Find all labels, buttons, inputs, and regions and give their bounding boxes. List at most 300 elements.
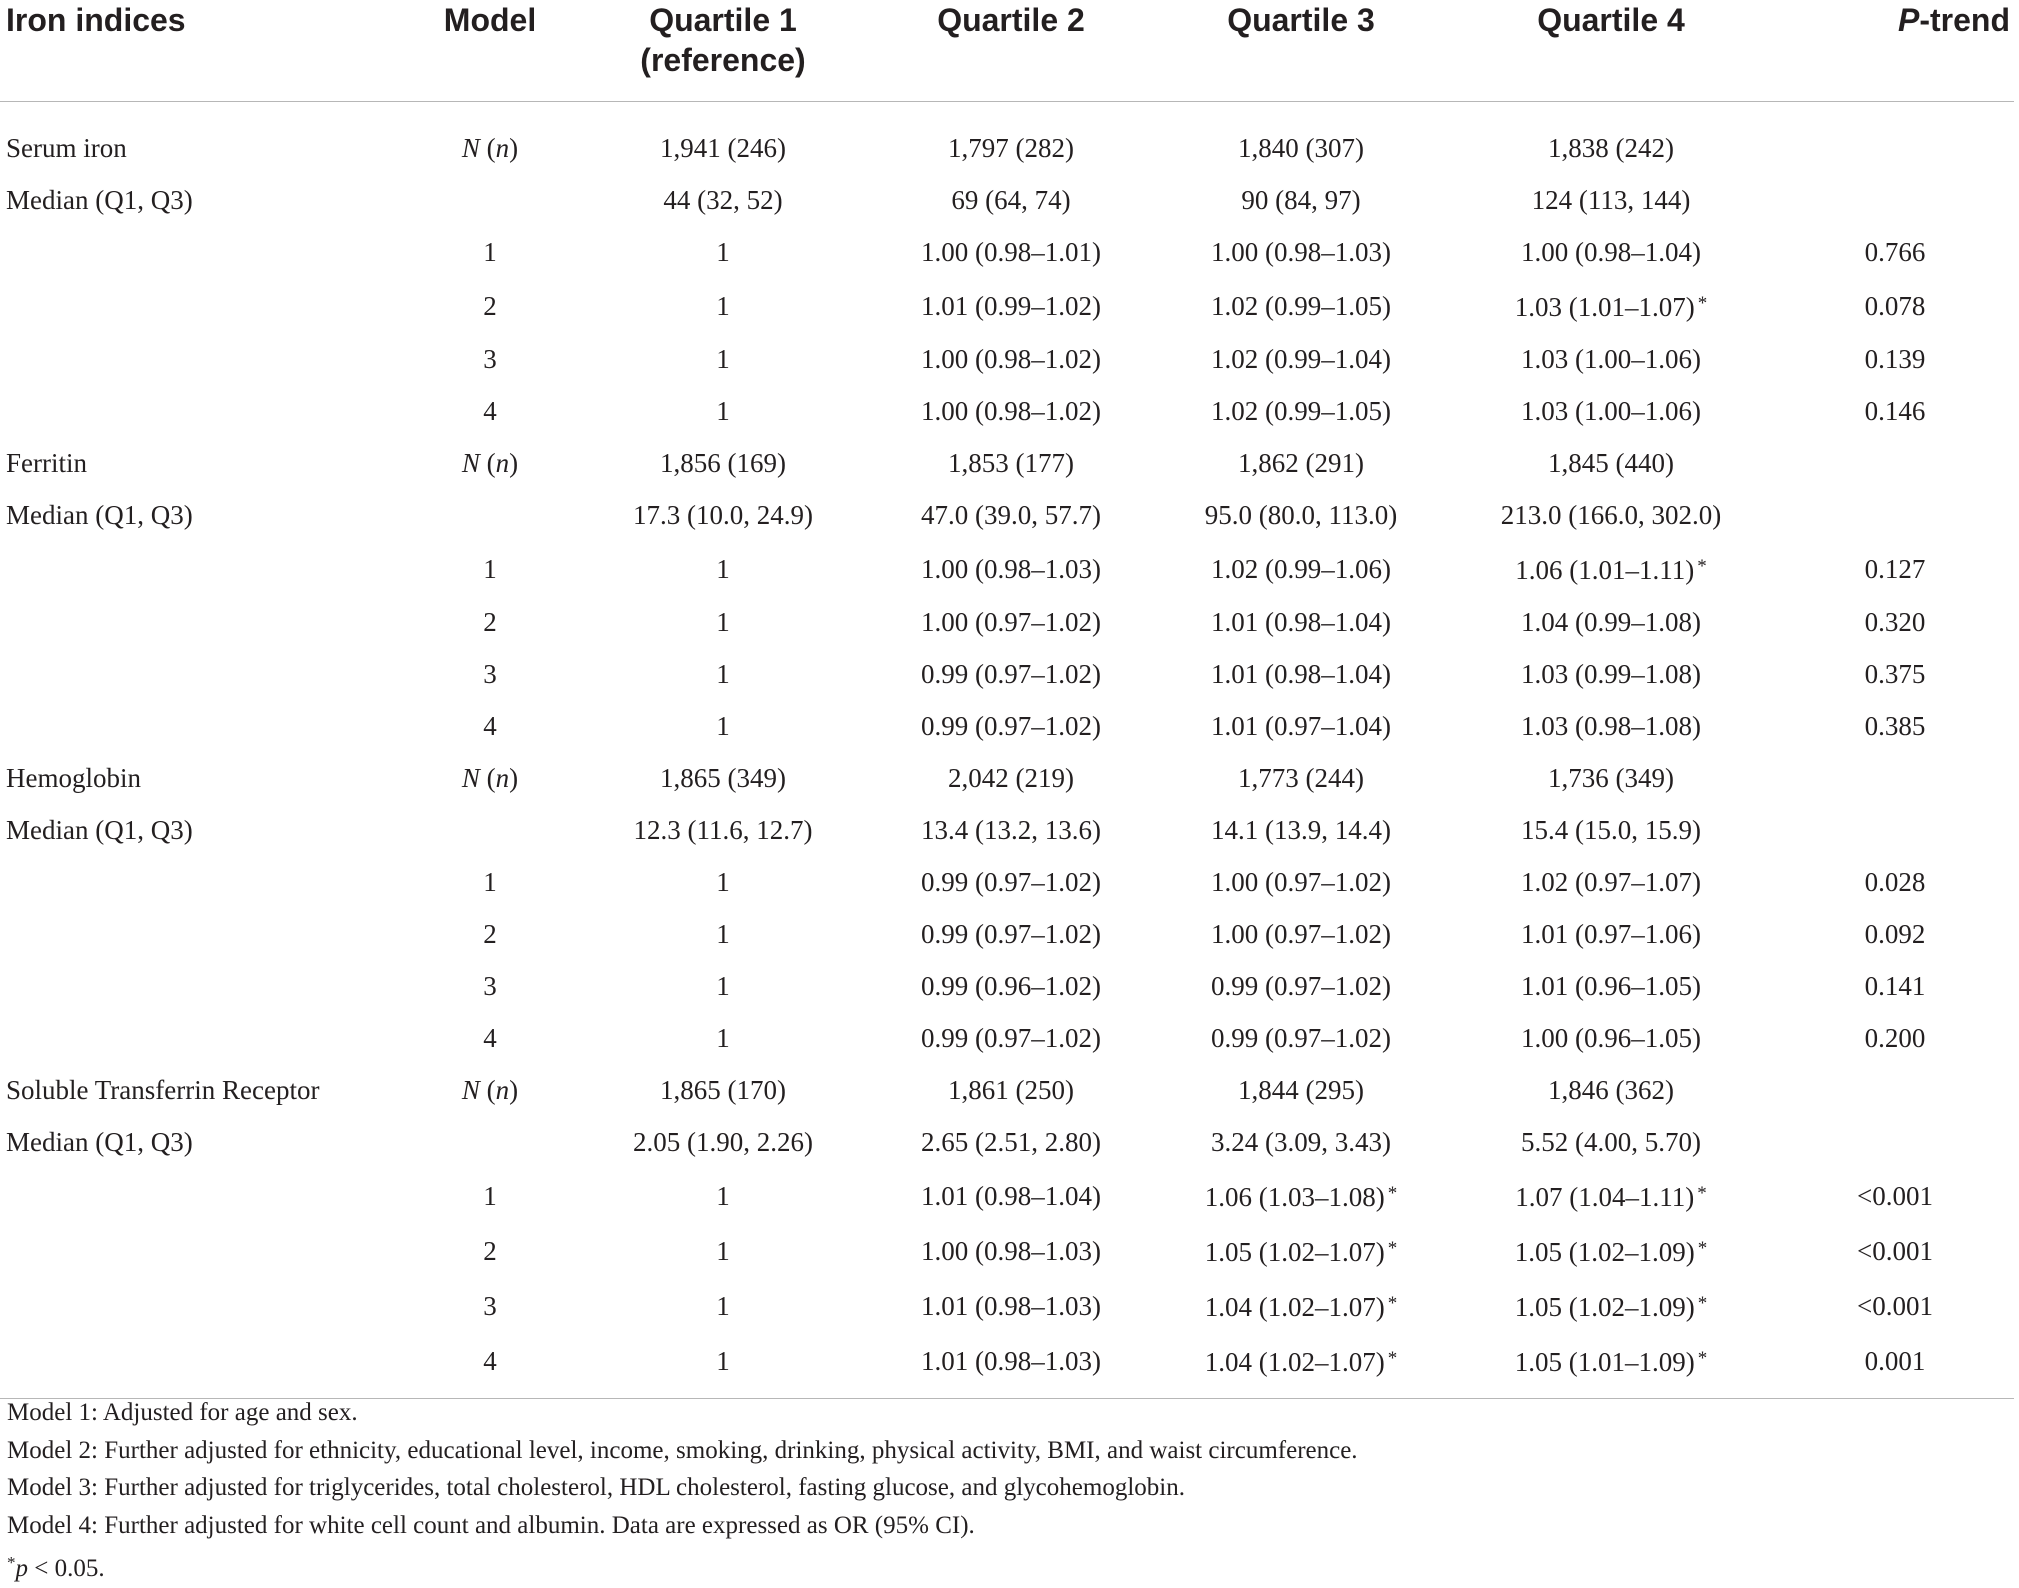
- table-row: [0, 174, 2014, 226]
- median-value-q2-text: 13.4 (13.2, 13.6): [921, 815, 1101, 845]
- p-trend-value-text: 0.385: [1864, 711, 1926, 741]
- or-q2: [866, 226, 1156, 278]
- model-number-text: 2: [483, 290, 497, 321]
- index-empty: [0, 541, 400, 596]
- model-number: [400, 908, 580, 960]
- model-number-text: 4: [483, 396, 497, 426]
- or-q1: [580, 1012, 866, 1064]
- or-q2: [866, 333, 1156, 385]
- n-value-q1-text: 1,865 (170): [660, 1075, 786, 1105]
- table-row: [0, 596, 2014, 648]
- n-label-open: (: [479, 133, 496, 163]
- or-q1: [580, 856, 866, 908]
- model-number: [400, 960, 580, 1012]
- or-q4-text: 1.07 (1.04–1.11): [1515, 1182, 1695, 1212]
- or-q1: [580, 541, 866, 596]
- or-q2: [866, 648, 1156, 700]
- or-q1-text: 1: [716, 971, 730, 1001]
- or-q1: [580, 700, 866, 752]
- or-q4: [1446, 1168, 1776, 1223]
- model-empty: [400, 804, 580, 856]
- n-value-q3: [1156, 102, 1446, 175]
- p-trend-value: [1776, 385, 2014, 437]
- p-trend-value: [1776, 541, 2014, 596]
- n-value-q1-text: 1,865 (349): [660, 763, 786, 793]
- median-label-text: Median (Q1, Q3): [6, 185, 193, 215]
- n-label-n: n: [495, 133, 510, 163]
- median-value-q4-text: 5.52 (4.00, 5.70): [1521, 1127, 1701, 1157]
- n-value-q3-text: 1,840 (307): [1238, 133, 1364, 163]
- header-quartile-2: Quartile 2: [866, 0, 1156, 102]
- p-trend-value: [1776, 1223, 2014, 1278]
- or-q2-text: 1.01 (0.98–1.03): [921, 1290, 1101, 1321]
- header-p-italic: P: [1898, 2, 1920, 38]
- or-q1: [580, 648, 866, 700]
- p-trend-empty: [1776, 437, 2014, 489]
- median-value-q2: [866, 489, 1156, 541]
- table-row: [0, 1168, 2014, 1223]
- n-value-q1-text: 1,856 (169): [660, 448, 786, 478]
- or-q1-text: 1: [716, 1290, 730, 1321]
- or-q3-text: 1.02 (0.99–1.05): [1211, 396, 1391, 426]
- significance-star: *: [1697, 1183, 1707, 1204]
- or-q2: [866, 1278, 1156, 1333]
- or-q3: [1156, 700, 1446, 752]
- or-q4-text: 1.03 (1.00–1.06): [1521, 396, 1701, 426]
- or-q1: [580, 333, 866, 385]
- median-value-q1: [580, 1116, 866, 1168]
- or-q4-text: 1.00 (0.98–1.04): [1521, 237, 1701, 267]
- p-trend-value-text: 0.078: [1864, 290, 1926, 321]
- median-label-text: Median (Q1, Q3): [6, 500, 193, 530]
- median-value-q3-text: 14.1 (13.9, 14.4): [1211, 815, 1391, 845]
- or-q1: [580, 1278, 866, 1333]
- or-q2-text: 1.00 (0.98–1.02): [921, 396, 1101, 426]
- median-value-q4: [1446, 1116, 1776, 1168]
- model-number-text: 3: [483, 659, 497, 689]
- or-q3-text: 1.06 (1.03–1.08): [1204, 1182, 1385, 1212]
- or-q1-text: 1: [716, 344, 730, 374]
- median-value-q3-text: 95.0 (80.0, 113.0): [1204, 500, 1398, 530]
- footnote-threshold: < 0.05.: [28, 1555, 105, 1582]
- or-q2-text: 1.01 (0.98–1.04): [921, 1180, 1101, 1211]
- or-q4: [1446, 1223, 1776, 1278]
- or-q3: [1156, 1168, 1446, 1223]
- median-label: [0, 489, 400, 541]
- model-empty: [400, 489, 580, 541]
- significance-star: *: [1697, 556, 1707, 577]
- table-row: [0, 1064, 2014, 1116]
- or-q1-text: 1: [716, 553, 730, 584]
- model-number: [400, 385, 580, 437]
- or-q2: [866, 1168, 1156, 1223]
- or-q4: [1446, 1333, 1776, 1399]
- or-q1-text: 1: [716, 290, 730, 321]
- p-trend-value-text: <0.001: [1857, 1235, 1933, 1266]
- median-value-q1-text: 2.05 (1.90, 2.26): [633, 1127, 813, 1157]
- model-number: [400, 648, 580, 700]
- median-value-q2: [866, 1116, 1156, 1168]
- median-value-q4: [1446, 804, 1776, 856]
- n-label-close: ): [509, 448, 519, 478]
- or-q2: [866, 278, 1156, 333]
- or-q3-text: 1.04 (1.02–1.07): [1204, 1292, 1385, 1322]
- p-trend-value-text: 0.766: [1864, 237, 1926, 267]
- iron-index-name-text: Soluble Transferrin Receptor: [6, 1075, 320, 1105]
- or-q4-text: 1.03 (1.00–1.06): [1521, 344, 1701, 374]
- median-value-q4: [1446, 489, 1776, 541]
- header-row: [0, 0, 2014, 102]
- or-q3-text: 0.99 (0.97–1.02): [1211, 1023, 1391, 1053]
- table-row: [0, 1278, 2014, 1333]
- iron-index-name-text: Ferritin: [6, 448, 87, 478]
- or-q4-text: 1.02 (0.97–1.07): [1521, 867, 1701, 897]
- n-value-q4: [1446, 437, 1776, 489]
- p-trend-value: [1776, 278, 2014, 333]
- or-q2-text: 0.99 (0.97–1.02): [921, 711, 1101, 741]
- or-q1: [580, 385, 866, 437]
- or-q4-text: 1.00 (0.96–1.05): [1521, 1023, 1701, 1053]
- median-value-q2-text: 69 (64, 74): [951, 185, 1071, 215]
- model-number-text: 3: [483, 344, 497, 374]
- median-value-q4-text: 124 (113, 144): [1531, 185, 1691, 215]
- index-empty: [0, 278, 400, 333]
- significance-star: *: [1697, 1238, 1708, 1259]
- n-label-close: ): [509, 763, 519, 793]
- or-q2: [866, 856, 1156, 908]
- p-trend-value-text: <0.001: [1857, 1290, 1933, 1321]
- p-trend-value: [1776, 1333, 2014, 1399]
- model-number: [400, 1168, 580, 1223]
- or-q3: [1156, 278, 1446, 333]
- median-value-q1: [580, 174, 866, 226]
- model-number-text: 3: [483, 971, 497, 1001]
- table-row: [0, 102, 2014, 175]
- n-value-q3-text: 1,844 (295): [1238, 1075, 1364, 1105]
- model-number-text: 4: [483, 711, 497, 741]
- or-q4-text: 1.03 (0.98–1.08): [1521, 711, 1701, 741]
- or-q4: [1446, 278, 1776, 333]
- n-value-q3: [1156, 437, 1446, 489]
- median-value-q1-text: 12.3 (11.6, 12.7): [633, 815, 813, 845]
- or-q4: [1446, 333, 1776, 385]
- n-value-q4-text: 1,845 (440): [1548, 448, 1674, 478]
- p-trend-empty: [1776, 1116, 2014, 1168]
- or-q1: [580, 1333, 866, 1399]
- n-label-open: (: [479, 1075, 496, 1105]
- n-value-q2: [866, 102, 1156, 175]
- median-value-q4-text: 15.4 (15.0, 15.9): [1521, 815, 1701, 845]
- or-q1-text: 1: [716, 1345, 730, 1376]
- model-number-text: 1: [483, 1180, 497, 1211]
- table-row: [0, 489, 2014, 541]
- n-label: [400, 1064, 580, 1116]
- header-p-suffix: -trend: [1919, 2, 2010, 38]
- model-number: [400, 1012, 580, 1064]
- or-q4-text: 1.06 (1.01–1.11): [1515, 555, 1695, 585]
- index-empty: [0, 1012, 400, 1064]
- p-trend-value-text: 0.146: [1864, 396, 1926, 426]
- or-q2: [866, 960, 1156, 1012]
- p-trend-value: [1776, 1012, 2014, 1064]
- or-q3-text: 1.00 (0.98–1.03): [1211, 237, 1391, 267]
- n-label-N: N: [461, 448, 480, 478]
- iron-index-name: [0, 1064, 400, 1116]
- model-number: [400, 226, 580, 278]
- median-value-q1: [580, 804, 866, 856]
- iron-index-name: [0, 437, 400, 489]
- or-q3: [1156, 960, 1446, 1012]
- model-empty: [400, 174, 580, 226]
- median-label-text: Median (Q1, Q3): [6, 1127, 193, 1157]
- table-row: [0, 385, 2014, 437]
- or-q4: [1446, 541, 1776, 596]
- or-q4-text: 1.01 (0.97–1.06): [1521, 919, 1701, 949]
- model-number-text: 2: [483, 919, 497, 949]
- iron-index-name-text: Serum iron: [6, 133, 127, 163]
- model-number: [400, 541, 580, 596]
- significance-star: *: [1387, 1183, 1398, 1204]
- table-row: [0, 278, 2014, 333]
- n-label-n: n: [495, 763, 510, 793]
- n-value-q2: [866, 1064, 1156, 1116]
- or-q1-text: 1: [716, 867, 730, 897]
- index-empty: [0, 1278, 400, 1333]
- or-q4: [1446, 385, 1776, 437]
- p-trend-empty: [1776, 174, 2014, 226]
- n-value-q2-text: 1,861 (250): [948, 1075, 1074, 1105]
- p-trend-empty: [1776, 804, 2014, 856]
- or-q2-text: 1.00 (0.98–1.03): [921, 1235, 1101, 1266]
- or-q3: [1156, 385, 1446, 437]
- n-value-q2: [866, 752, 1156, 804]
- p-trend-value: [1776, 700, 2014, 752]
- median-value-q1-text: 17.3 (10.0, 24.9): [633, 500, 813, 530]
- table-row: [0, 1333, 2014, 1399]
- median-value-q2: [866, 804, 1156, 856]
- or-q4: [1446, 226, 1776, 278]
- median-value-q2-text: 47.0 (39.0, 57.7): [921, 500, 1101, 530]
- or-q1-text: 1: [716, 919, 730, 949]
- n-value-q1: [580, 752, 866, 804]
- index-empty: [0, 226, 400, 278]
- median-value-q2: [866, 174, 1156, 226]
- p-trend-value: [1776, 596, 2014, 648]
- or-q1: [580, 908, 866, 960]
- n-value-q4-text: 1,838 (242): [1548, 133, 1674, 163]
- or-q4: [1446, 700, 1776, 752]
- or-q4: [1446, 960, 1776, 1012]
- median-value-q2-text: 2.65 (2.51, 2.80): [921, 1127, 1101, 1157]
- or-q3-text: 1.01 (0.98–1.04): [1211, 607, 1391, 637]
- table-row: [0, 437, 2014, 489]
- header-quartile-1: [580, 0, 866, 102]
- or-q1: [580, 278, 866, 333]
- or-q4-text: 1.04 (0.99–1.08): [1521, 607, 1701, 637]
- or-q1-text: 1: [716, 659, 730, 689]
- n-label-n: n: [495, 1075, 510, 1105]
- or-q3: [1156, 333, 1446, 385]
- or-q3-text: 1.02 (0.99–1.04): [1211, 344, 1391, 374]
- index-empty: [0, 648, 400, 700]
- median-value-q1: [580, 489, 866, 541]
- n-value-q2: [866, 437, 1156, 489]
- median-label-text: Median (Q1, Q3): [6, 815, 193, 845]
- median-value-q1-text: 44 (32, 52): [663, 185, 783, 215]
- model-number-text: 1: [483, 553, 497, 584]
- table-row: [0, 1223, 2014, 1278]
- n-value-q1: [580, 437, 866, 489]
- median-value-q3: [1156, 174, 1446, 226]
- p-trend-value: [1776, 648, 2014, 700]
- or-q3-text: 0.99 (0.97–1.02): [1211, 971, 1391, 1001]
- or-q1: [580, 226, 866, 278]
- or-q3: [1156, 856, 1446, 908]
- or-q2-text: 1.00 (0.97–1.02): [921, 607, 1101, 637]
- n-label-N: N: [461, 133, 480, 163]
- or-q3-text: 1.01 (0.98–1.04): [1211, 659, 1391, 689]
- or-q1-text: 1: [716, 237, 730, 267]
- or-q3-text: 1.00 (0.97–1.02): [1211, 867, 1391, 897]
- n-value-q4: [1446, 1064, 1776, 1116]
- p-trend-value-text: 0.320: [1864, 607, 1926, 637]
- or-q2: [866, 541, 1156, 596]
- or-q2-text: 1.00 (0.98–1.03): [921, 553, 1101, 584]
- model-number: [400, 1223, 580, 1278]
- p-trend-value: [1776, 1278, 2014, 1333]
- or-q4: [1446, 856, 1776, 908]
- n-value-q4-text: 1,846 (362): [1548, 1075, 1674, 1105]
- or-q1-text: 1: [716, 1235, 730, 1266]
- or-q1-text: 1: [716, 1023, 730, 1053]
- table-row: [0, 908, 2014, 960]
- index-empty: [0, 385, 400, 437]
- median-value-q4-text: 213.0 (166.0, 302.0): [1500, 500, 1722, 530]
- or-q4: [1446, 1012, 1776, 1064]
- n-value-q4-text: 1,736 (349): [1548, 763, 1674, 793]
- median-label: [0, 1116, 400, 1168]
- table-row: [0, 700, 2014, 752]
- median-value-q3-text: 3.24 (3.09, 3.43): [1211, 1127, 1391, 1157]
- n-label-close: ): [509, 133, 519, 163]
- or-q2-text: 1.00 (0.98–1.02): [921, 344, 1101, 374]
- or-q4-text: 1.05 (1.02–1.09): [1514, 1237, 1695, 1267]
- or-q1-text: 1: [716, 607, 730, 637]
- or-q2-text: 0.99 (0.97–1.02): [921, 919, 1101, 949]
- index-empty: [0, 700, 400, 752]
- or-q3: [1156, 1223, 1446, 1278]
- p-trend-value-text: 0.127: [1864, 553, 1926, 584]
- model-number-text: 1: [483, 237, 497, 267]
- n-value-q1: [580, 1064, 866, 1116]
- significance-star: *: [1697, 1348, 1708, 1369]
- n-value-q4: [1446, 752, 1776, 804]
- significance-star: *: [1387, 1238, 1398, 1259]
- or-q3: [1156, 541, 1446, 596]
- or-q4-text: 1.05 (1.02–1.09): [1514, 1292, 1695, 1322]
- p-trend-value: [1776, 960, 2014, 1012]
- or-q1: [580, 596, 866, 648]
- or-q2-text: 0.99 (0.96–1.02): [921, 971, 1101, 1001]
- or-q2-text: 0.99 (0.97–1.02): [921, 659, 1101, 689]
- median-value-q4: [1446, 174, 1776, 226]
- or-q2: [866, 1012, 1156, 1064]
- n-label-open: (: [479, 448, 496, 478]
- or-q3-text: 1.02 (0.99–1.06): [1211, 553, 1391, 584]
- or-q2-text: 1.01 (0.98–1.03): [921, 1345, 1101, 1376]
- n-label: [400, 102, 580, 175]
- table-row: [0, 1012, 2014, 1064]
- model-empty: [400, 1116, 580, 1168]
- or-q3: [1156, 1012, 1446, 1064]
- footnote-model-2: Model 2: Further adjusted for ethnicity, educational level, income, smoking, drinking, physical activity, BMI, and waist circumference.: [7, 1436, 1358, 1464]
- median-label: [0, 804, 400, 856]
- p-trend-empty: [1776, 102, 2014, 175]
- header-quartile-4: Quartile 4: [1446, 0, 1776, 102]
- or-q2: [866, 700, 1156, 752]
- n-value-q1-text: 1,941 (246): [660, 133, 786, 163]
- index-empty: [0, 908, 400, 960]
- or-q3: [1156, 648, 1446, 700]
- p-trend-value-text: 0.001: [1864, 1345, 1926, 1376]
- significance-star: *: [1697, 1293, 1708, 1314]
- or-q4-text: 1.05 (1.01–1.09): [1514, 1347, 1695, 1377]
- or-q3: [1156, 1333, 1446, 1399]
- or-q2-text: 1.01 (0.99–1.02): [921, 290, 1101, 321]
- model-number-text: 4: [483, 1023, 497, 1053]
- or-q1: [580, 1223, 866, 1278]
- n-value-q3: [1156, 752, 1446, 804]
- n-label-n: n: [495, 448, 510, 478]
- or-q2: [866, 1223, 1156, 1278]
- p-trend-value-text: 0.092: [1864, 919, 1926, 949]
- or-q1-text: 1: [716, 1180, 730, 1211]
- n-value-q3: [1156, 1064, 1446, 1116]
- or-q4-text: 1.03 (1.01–1.07): [1514, 292, 1695, 322]
- index-empty: [0, 856, 400, 908]
- p-trend-empty: [1776, 489, 2014, 541]
- or-q2-text: 0.99 (0.97–1.02): [921, 1023, 1101, 1053]
- significance-star: *: [1697, 293, 1708, 314]
- model-number: [400, 856, 580, 908]
- n-label-N: N: [461, 1075, 480, 1105]
- model-number-text: 2: [483, 607, 497, 637]
- n-value-q4: [1446, 102, 1776, 175]
- p-trend-value-text: 0.375: [1864, 659, 1926, 689]
- p-trend-value: [1776, 226, 2014, 278]
- n-label-open: (: [479, 763, 496, 793]
- or-q4-text: 1.01 (0.96–1.05): [1521, 971, 1701, 1001]
- or-q4: [1446, 596, 1776, 648]
- table-row: [0, 333, 2014, 385]
- or-q4: [1446, 648, 1776, 700]
- n-label-close: ): [509, 1075, 519, 1105]
- model-number: [400, 1333, 580, 1399]
- model-number: [400, 278, 580, 333]
- table-row: [0, 541, 2014, 596]
- or-q2: [866, 908, 1156, 960]
- p-trend-empty: [1776, 1064, 2014, 1116]
- significance-star: *: [1387, 1293, 1398, 1314]
- footnote-model-3: Model 3: Further adjusted for triglycerides, total cholesterol, HDL cholesterol, fasting glucose, and glycohemoglobin.: [7, 1474, 1185, 1501]
- n-value-q1: [580, 102, 866, 175]
- or-q2: [866, 1333, 1156, 1399]
- table-row: [0, 804, 2014, 856]
- index-empty: [0, 1333, 400, 1399]
- n-value-q3-text: 1,773 (244): [1238, 763, 1364, 793]
- table-row: [0, 752, 2014, 804]
- median-value-q3: [1156, 804, 1446, 856]
